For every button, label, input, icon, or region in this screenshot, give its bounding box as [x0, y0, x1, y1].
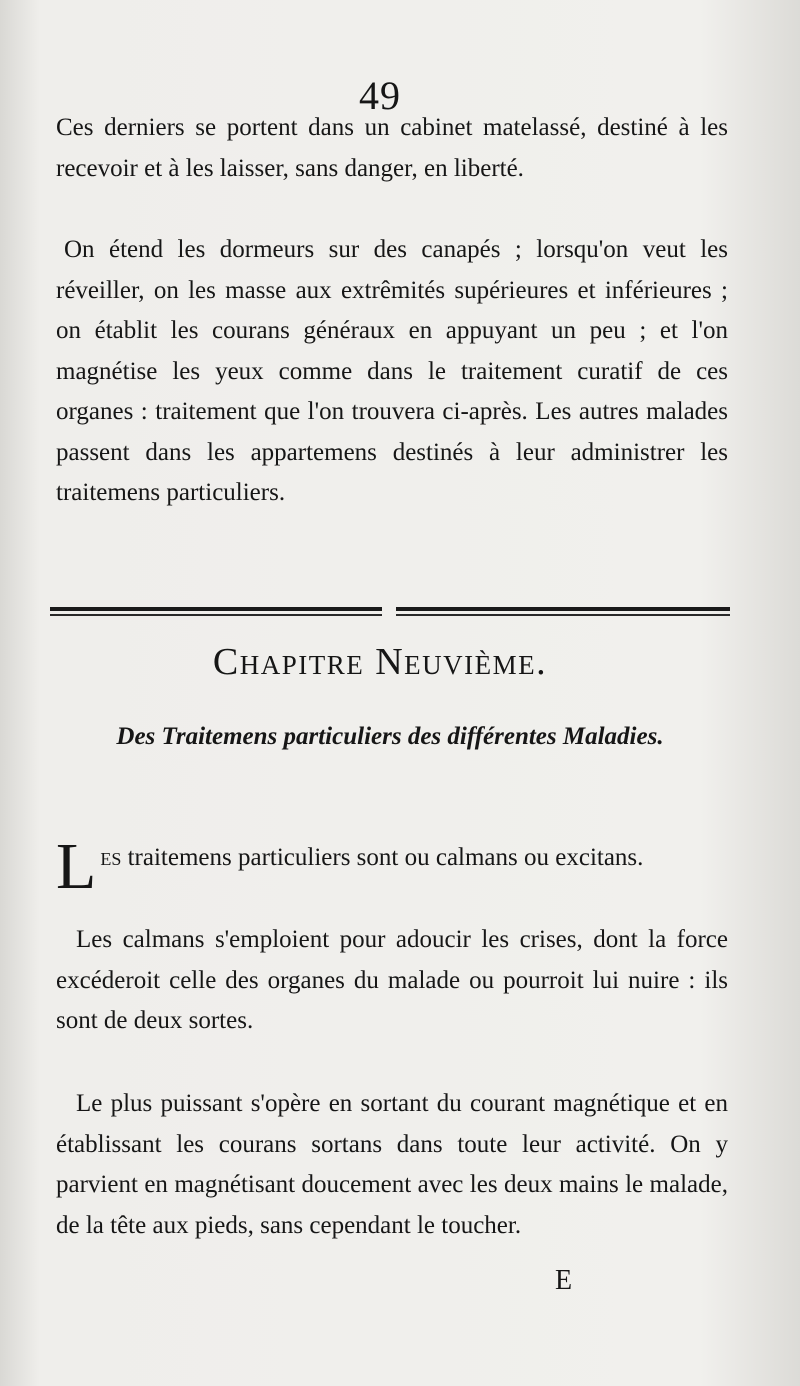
paragraph-text: Ces derniers se portent dans un cabinet matelassé, destiné à les recevoir et à les laisser, sans danger, en liberté. — [56, 114, 728, 182]
divider-thin-right — [396, 614, 730, 616]
intro-paragraph — [56, 830, 728, 903]
drop-cap: L — [56, 830, 97, 903]
paragraph-text: Les calmans s'emploient pour adoucir les crises, dont la force excéderoit celle des organes du malade ou pourroit lui nuire : ils sont de deux sortes. — [56, 926, 728, 1034]
divider-thick-left — [50, 607, 382, 611]
paragraph-text: Le plus puissant s'opère en sortant du courant magnétique et en établissant les courans sortans dans toute leur activité. On y parvient en magnétisant doucement avec les deux mains le malade, de la tête aux pieds, sans cependant le toucher. — [56, 1090, 728, 1239]
intro-text: traitemens particuliers sont ou calmans ou excitans. — [121, 844, 644, 871]
signature-mark: E — [555, 1265, 573, 1296]
paragraph — [56, 108, 728, 189]
chapter-divider — [50, 607, 730, 617]
chapter-title: Chapitre Neuvième. — [212, 641, 548, 683]
paragraph — [56, 1084, 728, 1246]
paragraph-text: On étend les dormeurs sur des canapés ; lorsqu'on veut les réveiller, on les masse aux extrêmités supérieures et inférieures ; on établit les courans généraux en appuyant un peu ; et l'on magnétise les yeux comme dans le traitement curatif de ces organes : traitement que l'on trouvera ci-après. Les autres malades passent dans les appartemens destinés à leur administrer les traitemens particuliers. — [56, 236, 728, 506]
divider-thin-left — [50, 614, 382, 616]
page-number: 49 — [359, 73, 401, 118]
intro-small-caps: es — [100, 844, 122, 871]
paragraph — [56, 920, 728, 1042]
chapter-subtitle: Des Traitemens particuliers des différentes Maladies. — [116, 723, 664, 750]
divider-thick-right — [396, 607, 730, 611]
paragraph — [56, 230, 728, 514]
